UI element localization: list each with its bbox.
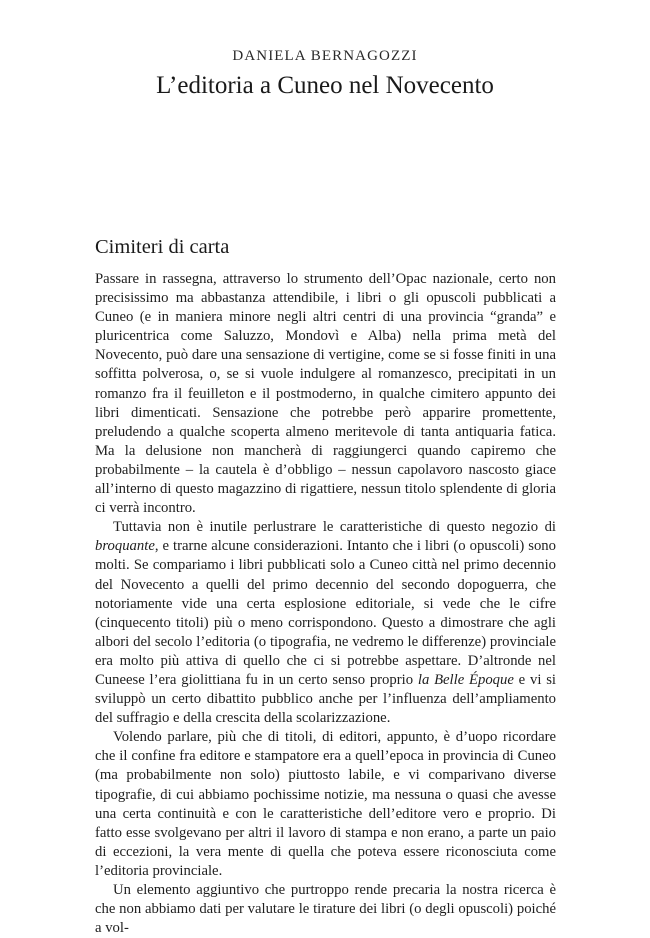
paragraph-4: Un elemento aggiuntivo che purtroppo rende precaria la nostra ricerca è che non abbiamo dati per valutare le tirature dei libri (o degli opuscoli) poiché a vol-: [95, 882, 556, 937]
author-name: DANIELA BERNAGOZZI: [232, 48, 418, 64]
paragraph-2: [95, 518, 556, 728]
page-title: L’editoria a Cuneo nel Novecento: [156, 72, 494, 99]
paragraph-3: Volendo parlare, più che di titoli, di editori, appunto, è d’uopo ricordare che il confine fra editore e stampatore era a quell’epoca in provincia di Cuneo (ma probabilmente non solo) piuttosto labile, e vi comparivano diverse tipografie, di cui abbiamo pochissime notizie, ma nessuna o quasi che avesse una certa continuità e con le caratteristiche dell’editore vero e proprio. Di fatto esse svolgevano per altri il lavoro di stampa e non erano, a parte un paio di eccezioni, la vera mente di quella che poteva essere riconosciuta come l’editoria provinciale.: [95, 729, 556, 879]
paragraph-2-text-c: e vi si sviluppò un certo dibattito pubblico anche per l’influenza dell’ampliamento del suffragio e della crescita della scolarizzazione.: [95, 671, 556, 727]
paragraph-2-italic-belle-epoque: la Belle Époque: [417, 671, 514, 688]
paragraph-1: Passare in rassegna, attraverso lo strumento dell’Opac nazionale, certo non precisissimo ma abbastanza attendibile, i libri o gli opuscoli pubblicati a Cuneo (e in maniera minore negli altri centri di una provincia “granda” e pluricentrica come Saluzzo, Mondovì e Alba) nella prima metà del Novecento, può dare una sensazione di vertigine, come se si fosse finiti in una soffitta polverosa, o, se si vuole indulgere al romanzesco, precipitati in un romanzo fra il feuilleton e il postmoderno, in qualche cimitero appunto dei libri dimenticati. Sensazione che potrebbe però apparire promettente, preludendo a qualche scoperta almeno meritevole di tanta antiquaria fatica. Ma la delusione non mancherà di raggiungerci quando capiremo che probabilmente – la cautela è d’obbligo – nessun capolavoro nascosto giace all’interno di questo magazzino di rigattiere, nessun titolo splendente di gloria ci verrà incontro.: [95, 271, 556, 517]
paragraph-2-text-b: , e trarne alcune considerazioni. Intanto che i libri (o opuscoli) sono molti. Se compariamo i libri pubblicati solo a Cuneo città nel primo decennio del Novecento a quelli del primo decennio del secondo dopoguerra, che notoriamente vide una certa esplosione editoriale, si vede che le cifre (cinquecento titoli) più o meno corrispondono. Questo a dimostrare che agli albori del secolo l’editoria (o tipografia, ne vedremo le differenze) provinciale era molto più attiva di quello che ci si potrebbe aspettare. D’altronde nel Cuneese l’era giolittiana fu in un certo senso proprio: [95, 538, 556, 688]
section-heading: Cimiteri di carta: [95, 236, 230, 258]
paragraph-2-text-a: Tuttavia non è inutile perlustrare le caratteristiche di questo negozio di: [113, 519, 556, 536]
paragraph-2-italic-broquante: broquante: [95, 538, 155, 555]
body-text: [95, 270, 556, 938]
